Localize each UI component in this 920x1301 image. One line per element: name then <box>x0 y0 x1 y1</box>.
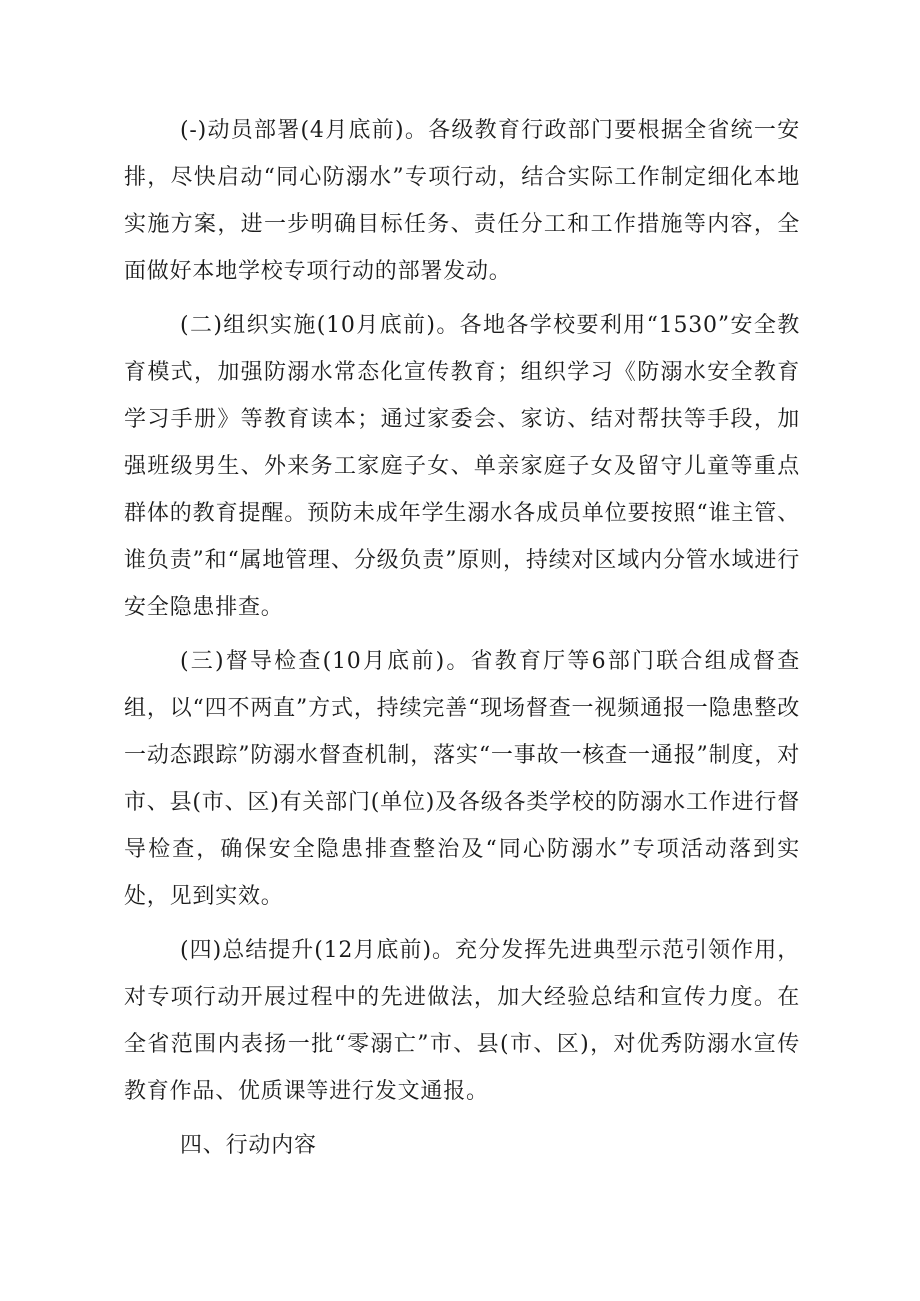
section-heading: 四、行动内容 <box>180 1133 317 1158</box>
document-body <box>124 107 800 1169</box>
paragraph-mobilization: (-)动员部署(4月底前)。各级教育行政部门要根据全省统一安排，尽快启动“同心防溺水”专项行动，结合实际工作制定细化本地实施方案，进一步明确目标任务、责任分工和工作措施等内容，全面做好本地学校专项行动的部署发动。 <box>124 118 800 284</box>
paragraph-summary: (四)总结提升(12月底前)。充分发挥先进典型示范引领作用，对专项行动开展过程中的先进做法，加大经验总结和宣传力度。在全省范围内表扬一批“零溺亡”市、县(市、区)，对优秀防溺水宣传教育作品、优质课等进行发文通报。 <box>124 938 800 1104</box>
paragraph-inspection: (三)督导检查(10月底前)。省教育厅等6部门联合组成督查组，以“四不两直”方式，持续完善“现场督查一视频通报一隐患整改一动态跟踪”防溺水督查机制，落实“一事故一核查一通报”制度，对市、县(市、区)有关部门(单位)及各级各类学校的防溺水工作进行督导检查，确保安全隐患排查整治及“同心防溺水”专项活动落到实处，见到实效。 <box>124 649 800 909</box>
paragraph-implementation: (二)组织实施(10月底前)。各地各学校要利用“1530”安全教育模式，加强防溺水常态化宣传教育；组织学习《防溺水安全教育学习手册》等教育读本；通过家委会、家访、结对帮扶等手段，加强班级男生、外来务工家庭子女、单亲家庭子女及留守儿童等重点群体的教育提醒。预防未成年学生溺水各成员单位要按照“谁主管、谁负责”和“属地管理、分级负责”原则，持续对区域内分管水域进行安全隐患排查。 <box>124 313 800 620</box>
